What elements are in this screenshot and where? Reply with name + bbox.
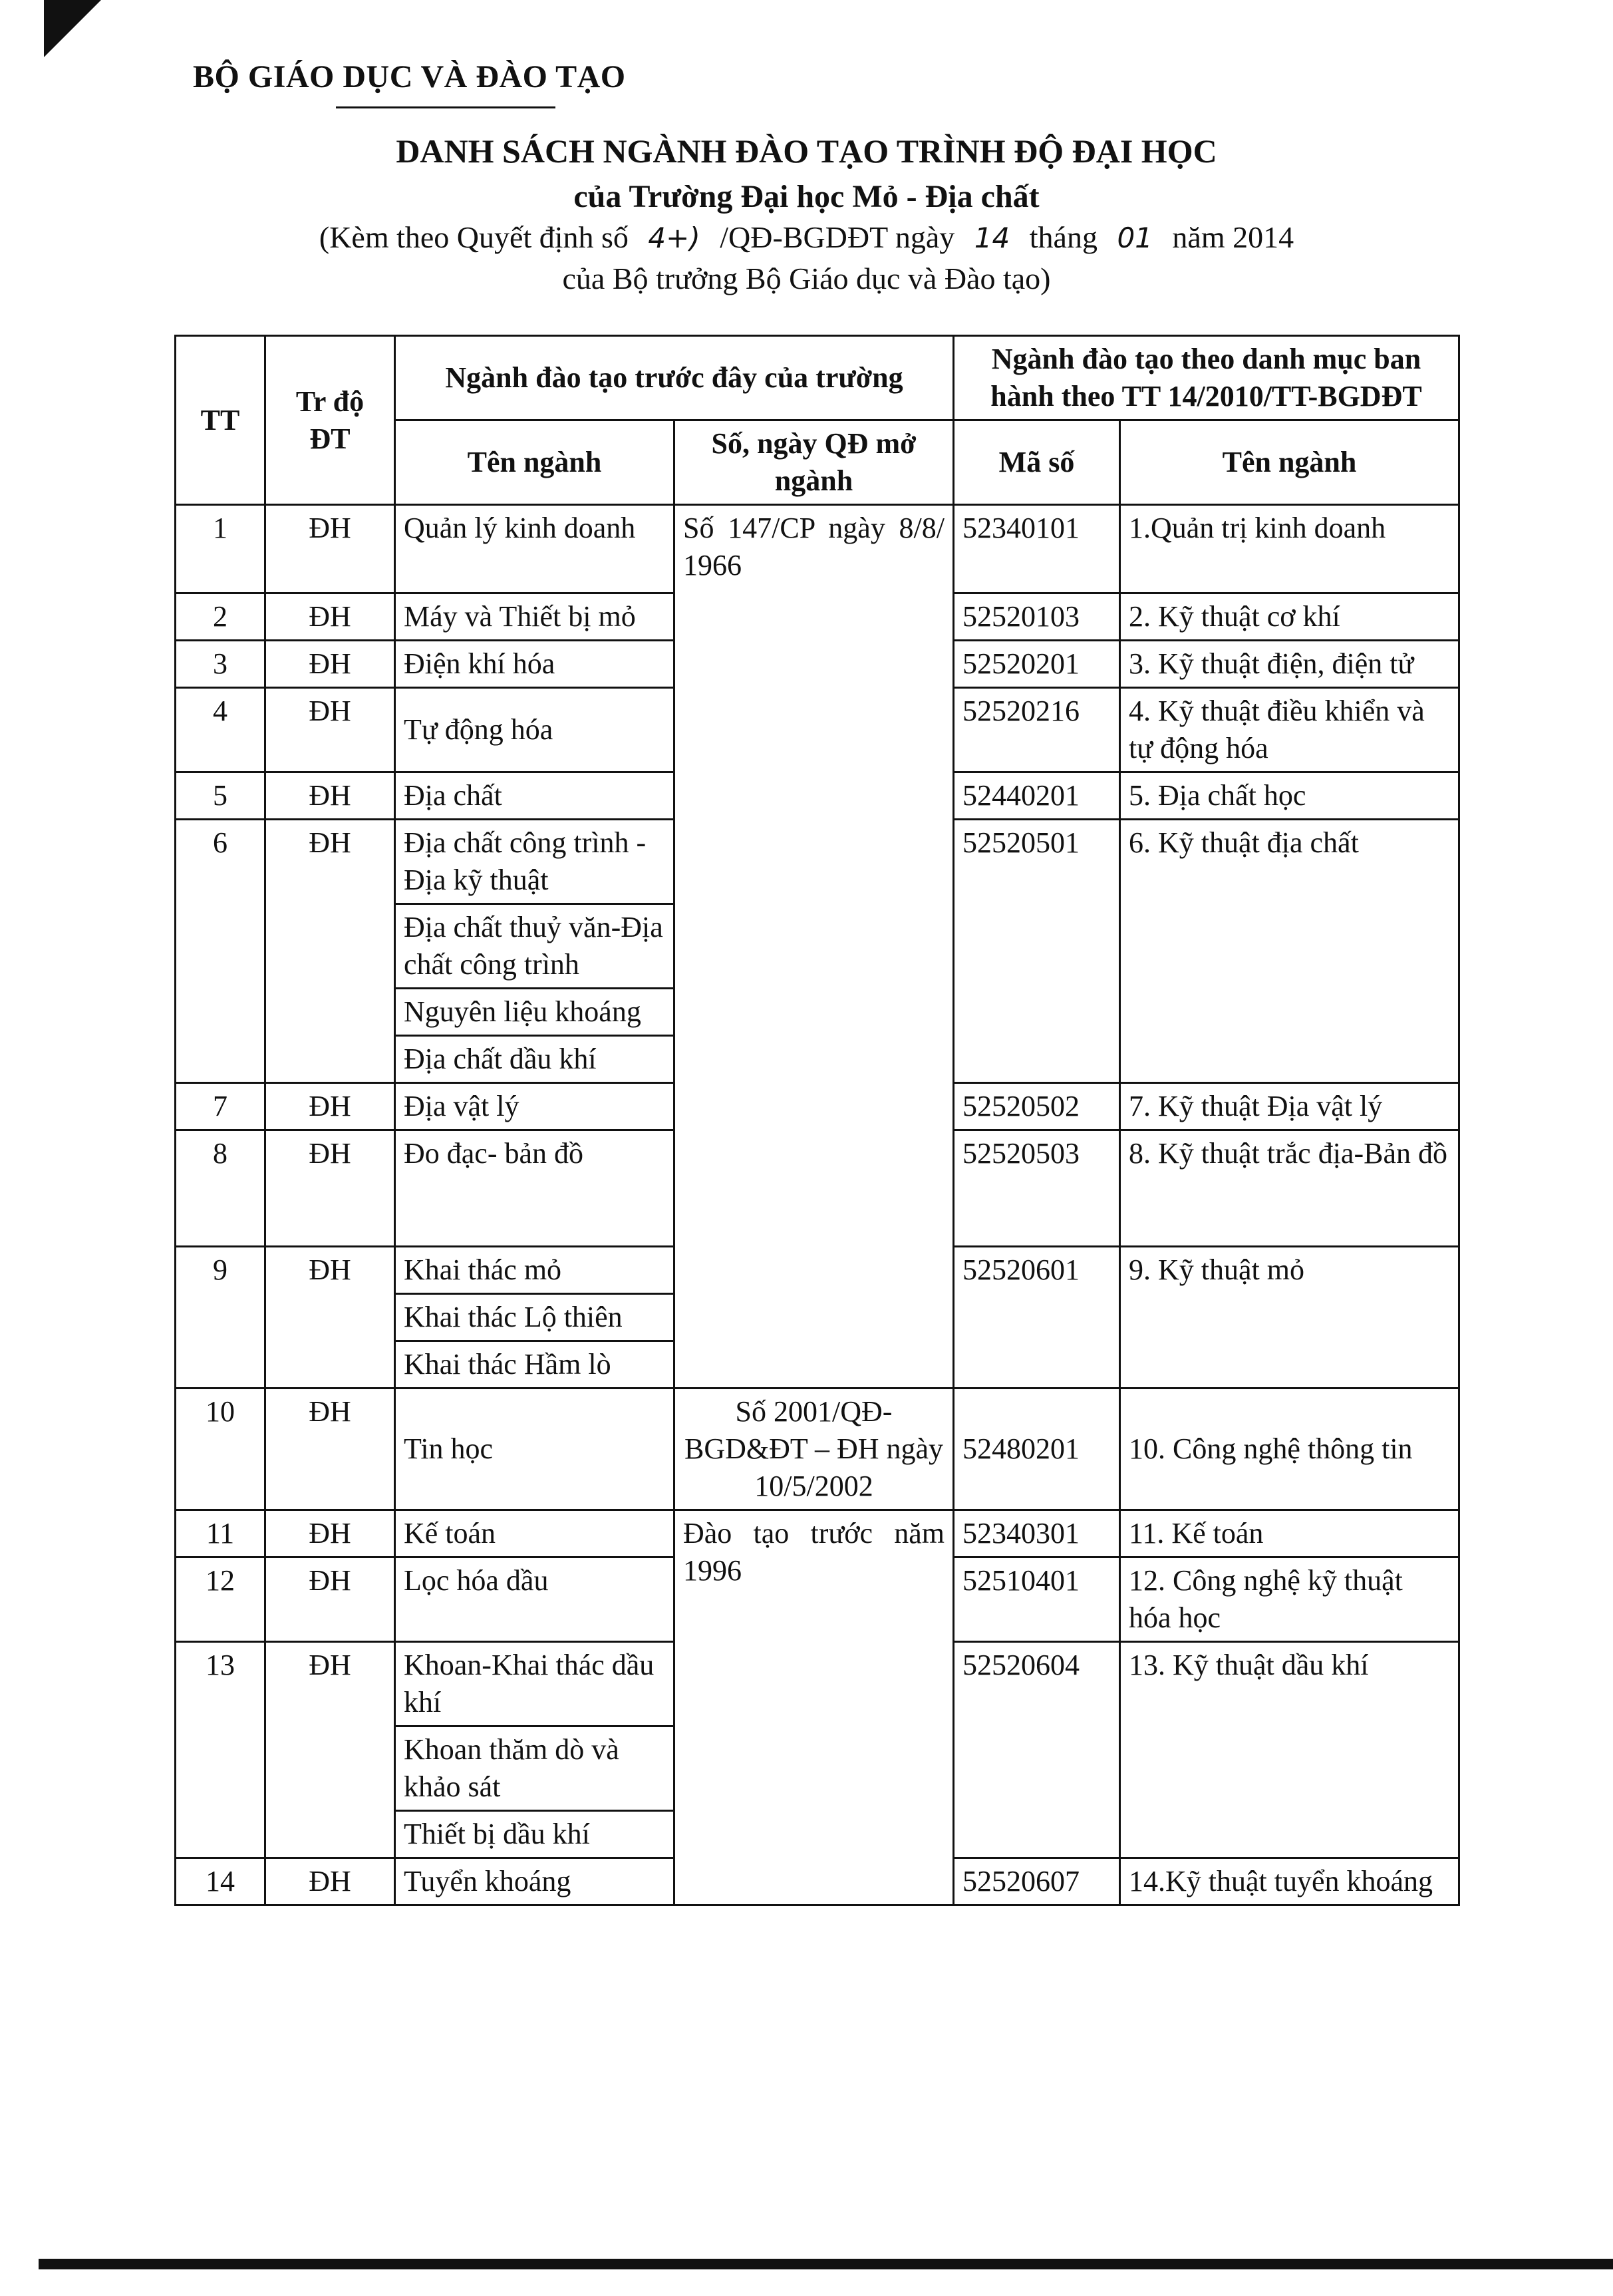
school-line: của Trường Đại học Mỏ - Địa chất: [573, 179, 1040, 214]
row-code: 52440201: [954, 772, 1120, 820]
row-level: ĐH: [265, 1558, 395, 1642]
row-level: ĐH: [265, 1130, 395, 1247]
row-name: Nguyên liệu khoáng: [395, 989, 674, 1036]
row-name: Thiết bị dầu khí: [395, 1811, 674, 1858]
attachment-prefix: (Kèm theo Quyết định số: [319, 220, 629, 254]
row-code: 52520502: [954, 1083, 1120, 1130]
row-level: ĐH: [265, 1510, 395, 1558]
row-name: Tuyển khoáng: [395, 1858, 674, 1905]
row-code: 52520503: [954, 1130, 1120, 1247]
row-new-name: 8. Kỹ thuật trắc địa-Bản đồ: [1120, 1130, 1459, 1247]
row-tt: 1: [176, 505, 265, 593]
decision-cell: Số 2001/QĐ-BGD&ĐT – ĐH ngày 10/5/2002: [674, 1389, 954, 1510]
row-tt: 14: [176, 1858, 265, 1905]
row-name: Khai thác mỏ: [395, 1247, 674, 1294]
row-new-name: 10. Công nghệ thông tin: [1120, 1389, 1459, 1510]
header-previous-group: Ngành đào tạo trước đây của trường: [395, 336, 954, 420]
row-tt: 8: [176, 1130, 265, 1247]
header-name: Tên ngành: [395, 420, 674, 505]
row-code: 52520601: [954, 1247, 1120, 1389]
row-tt: 5: [176, 772, 265, 820]
bottom-scan-edge: [39, 2259, 1613, 2269]
row-level: ĐH: [265, 505, 395, 593]
row-tt: 4: [176, 688, 265, 772]
row-tt: 7: [176, 1083, 265, 1130]
row-new-name: 9. Kỹ thuật mỏ: [1120, 1247, 1459, 1389]
row-name: Địa chất thuỷ văn-Địa chất công trình: [395, 904, 674, 989]
row-name: Khoan thăm dò và khảo sát: [395, 1726, 674, 1811]
row-code: 52340101: [954, 505, 1120, 593]
row-tt: 13: [176, 1642, 265, 1858]
row-level: ĐH: [265, 820, 395, 1083]
row-code: 52480201: [954, 1389, 1120, 1510]
row-tt: 9: [176, 1247, 265, 1389]
ministry-underline: [336, 106, 555, 108]
program-table: [174, 335, 1460, 1906]
row-new-name: 5. Địa chất học: [1120, 772, 1459, 820]
row-name: Lọc hóa dầu: [395, 1558, 674, 1642]
row-new-name: 1.Quản trị kinh doanh: [1120, 505, 1459, 593]
decision-day: 14: [974, 222, 1010, 254]
year-label: năm: [1172, 220, 1225, 254]
decision-cell: Đào tạo trước năm 1996: [674, 1510, 954, 1905]
row-level: ĐH: [265, 1858, 395, 1905]
row-new-name: 14.Kỹ thuật tuyển khoáng: [1120, 1858, 1459, 1905]
row-tt: 12: [176, 1558, 265, 1642]
table-row: [176, 1389, 1459, 1510]
row-name: Địa chất công trình - Địa kỹ thuật: [395, 820, 674, 904]
decision-number: 4+): [648, 222, 700, 254]
table-row: [176, 505, 1459, 593]
row-name: Tin học: [395, 1389, 674, 1510]
header-decision: Số, ngày QĐ mở ngành: [674, 420, 954, 505]
row-name: Địa chất dầu khí: [395, 1036, 674, 1083]
row-code: 52520604: [954, 1642, 1120, 1858]
row-tt: 6: [176, 820, 265, 1083]
header-code: Mã số: [954, 420, 1120, 505]
row-code: 52520501: [954, 820, 1120, 1083]
row-new-name: 6. Kỹ thuật địa chất: [1120, 820, 1459, 1083]
row-level: ĐH: [265, 1247, 395, 1389]
row-new-name: 7. Kỹ thuật Địa vật lý: [1120, 1083, 1459, 1130]
row-code: 52510401: [954, 1558, 1120, 1642]
row-new-name: 4. Kỹ thuật điều khiển và tự động hóa: [1120, 688, 1459, 772]
row-new-name: 2. Kỹ thuật cơ khí: [1120, 593, 1459, 641]
row-level: ĐH: [265, 641, 395, 688]
table-row: [176, 1510, 1459, 1558]
row-code: 52520103: [954, 593, 1120, 641]
document-title: DANH SÁCH NGÀNH ĐÀO TẠO TRÌNH ĐỘ ĐẠI HỌC: [396, 132, 1217, 170]
minister-line: của Bộ trưởng Bộ Giáo dục và Đào tạo): [562, 261, 1051, 295]
row-name: Khoan-Khai thác dầu khí: [395, 1642, 674, 1726]
row-tt: 3: [176, 641, 265, 688]
header-level: Tr độ ĐT: [265, 336, 395, 505]
header-new-name: Tên ngành: [1120, 420, 1459, 505]
row-level: ĐH: [265, 1642, 395, 1858]
row-code: 52520201: [954, 641, 1120, 688]
row-name: Điện khí hóa: [395, 641, 674, 688]
row-code: 52340301: [954, 1510, 1120, 1558]
row-new-name: 13. Kỹ thuật dầu khí: [1120, 1642, 1459, 1858]
row-name: Đo đạc- bản đồ: [395, 1130, 674, 1247]
month-label: tháng: [1029, 220, 1098, 254]
header-tt: TT: [176, 336, 265, 505]
row-name: Địa vật lý: [395, 1083, 674, 1130]
row-level: ĐH: [265, 688, 395, 772]
row-new-name: 11. Kế toán: [1120, 1510, 1459, 1558]
row-tt: 10: [176, 1389, 265, 1510]
row-tt: 2: [176, 593, 265, 641]
ministry-name: BỘ GIÁO DỤC VÀ ĐÀO TẠO: [193, 59, 626, 94]
decision-year: 2014: [1233, 220, 1294, 254]
row-tt: 11: [176, 1510, 265, 1558]
header-row-1: [176, 336, 1459, 420]
row-level: ĐH: [265, 593, 395, 641]
attachment-line: [0, 220, 1613, 255]
row-name: Khai thác Hầm lò: [395, 1341, 674, 1389]
row-name: Khai thác Lộ thiên: [395, 1294, 674, 1341]
attachment-middle: /QĐ-BGDĐT ngày: [720, 220, 955, 254]
row-level: ĐH: [265, 1389, 395, 1510]
row-code: 52520216: [954, 688, 1120, 772]
decision-cell: Số 147/CP ngày 8/8/ 1966: [674, 505, 954, 1389]
header-catalog-group: Ngành đào tạo theo danh mục ban hành theo TT 14/2010/TT-BGDĐT: [954, 336, 1459, 420]
row-code: 52520607: [954, 1858, 1120, 1905]
row-name: Tự động hóa: [395, 688, 674, 772]
row-level: ĐH: [265, 1083, 395, 1130]
row-level: ĐH: [265, 772, 395, 820]
corner-mark: [44, 0, 101, 57]
row-name: Kế toán: [395, 1510, 674, 1558]
row-new-name: 3. Kỹ thuật điện, điện tử: [1120, 641, 1459, 688]
decision-month: 01: [1117, 222, 1153, 254]
row-name: Máy và Thiết bị mỏ: [395, 593, 674, 641]
row-name: Địa chất: [395, 772, 674, 820]
row-new-name: 12. Công nghệ kỹ thuật hóa học: [1120, 1558, 1459, 1642]
row-name: Quản lý kinh doanh: [395, 505, 674, 593]
